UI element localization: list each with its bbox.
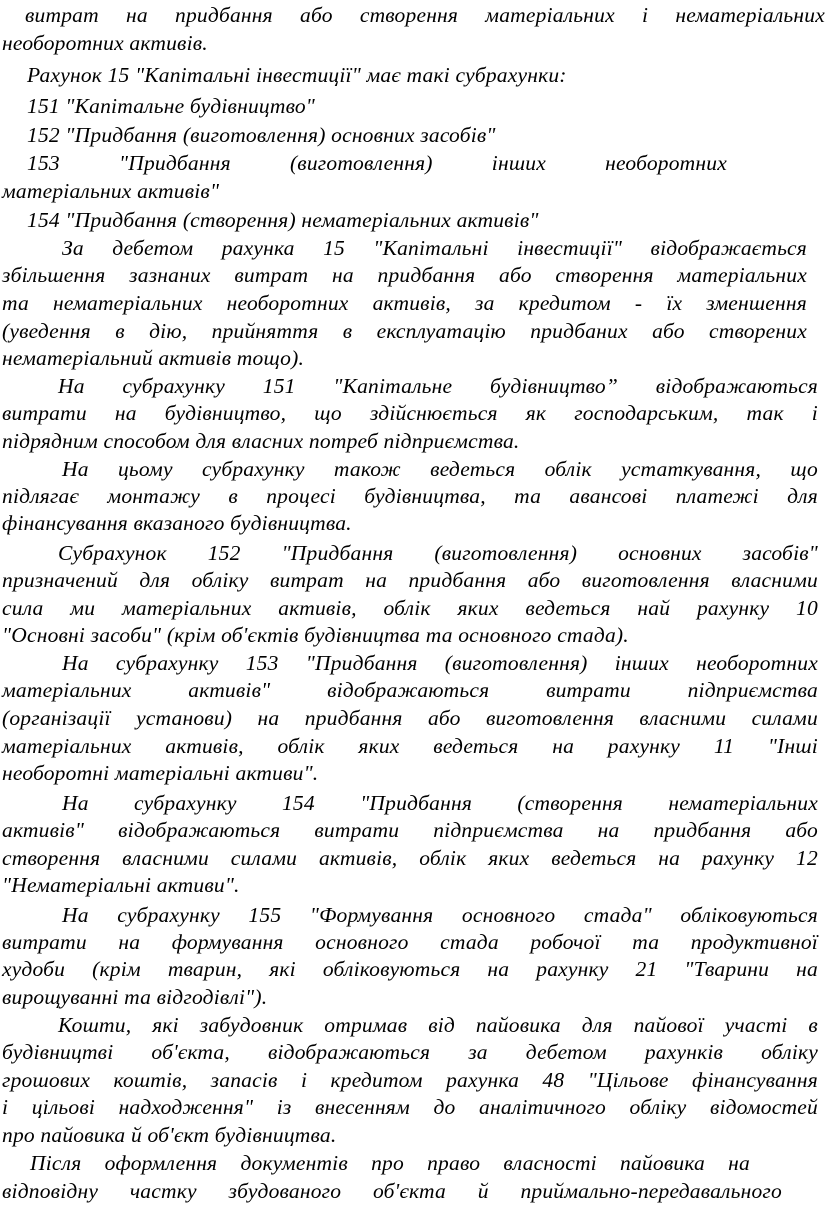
text-line: худоби (крім тварин, які обліковуються на рахунку 21 "Тварини на [2, 957, 818, 981]
text-line: відповідну частку збудованого об'єкта й приймально-передавального [2, 1179, 782, 1203]
text-line: 154 "Придбання (створення) нематеріальних активів" [27, 208, 539, 232]
text-line: 153 "Придбання (виготовлення) інших необоротних [27, 151, 727, 175]
text-line: матеріальних активів" [2, 179, 220, 203]
text-line: і цільові надходження" із внесенням до аналітичного обліку відомостей [2, 1095, 818, 1119]
text-line: На субрахунку 155 "Формування основного стада" обліковуються [62, 903, 818, 927]
text-line: необоротні матеріальні активи". [2, 761, 319, 785]
text-line: На субрахунку 153 "Придбання (виготовлення) інших необоротних [62, 651, 818, 675]
text-line: грошових коштів, запасів і кредитом рахунка 48 "Цільове фінансування [2, 1068, 818, 1092]
text-line: збільшення зазнаних витрат на придбання або створення матеріальних [2, 263, 807, 287]
text-line: нематеріальний активів тощо). [2, 346, 305, 370]
text-line: Рахунок 15 "Капітальні інвестиції" має такі субрахунки: [27, 63, 567, 87]
text-line: підрядним способом для власних потреб підприємства. [2, 429, 520, 453]
text-line: сила ми матеріальних активів, облік яких ведеться най рахунку 10 [2, 596, 818, 620]
text-line: витрати на формування основного стада робочої та продуктивної [2, 930, 818, 954]
text-line: фінансування вказаного будівництва. [2, 511, 352, 535]
text-line: створення власними силами активів, облік яких ведеться на рахунку 12 [2, 846, 818, 870]
text-line: "Нематеріальні активи". [2, 873, 240, 897]
text-line: матеріальних активів" відображаються витрати підприємства [2, 678, 818, 702]
text-line: 152 "Придбання (виготовлення) основних засобів" [27, 123, 496, 147]
text-line: та нематеріальних необоротних активів, за кредитом - їх зменшення [2, 291, 807, 315]
text-line: (організації установи) на придбання або виготовлення власними силами [2, 706, 818, 730]
text-line: За дебетом рахунка 15 "Капітальні інвестиції" відображається [62, 236, 807, 260]
text-line: вирощуванні та відгодівлі"). [2, 985, 268, 1009]
text-line: необоротних активів. [2, 31, 208, 55]
text-line: призначений для обліку витрат на придбання або виготовлення власними [2, 568, 818, 592]
text-line: "Основні засоби" (крім об'єктів будівництва та основного стада). [2, 623, 629, 647]
text-line: будівництві об'єкта, відображаються за дебетом рахунків обліку [2, 1040, 818, 1064]
text-line: (уведення в дію, прийняття в експлуатацію придбаних або створених [2, 319, 807, 343]
text-line: Кошти, які забудовник отримав від пайовика для пайової участі в [58, 1013, 818, 1037]
text-line: активів" відображаються витрати підприємства на придбання або [2, 818, 818, 842]
text-line: Субрахунок 152 "Придбання (виготовлення) основних засобів" [58, 541, 818, 565]
text-line: підлягає монтажу в процесі будівництва, та авансові платежі для [2, 484, 818, 508]
text-line: про пайовика й об'єкт будівництва. [2, 1123, 337, 1147]
text-line: На субрахунку 154 "Придбання (створення нематеріальних [62, 791, 818, 815]
text-line: матеріальних активів, облік яких ведеться на рахунку 11 "Інші [2, 734, 818, 758]
text-line: 151 "Капітальне будівництво" [27, 94, 315, 118]
text-line: На субрахунку 151 "Капітальне будівництво” відображаються [58, 374, 818, 398]
text-line: витрати на будівництво, що здійснюється як господарським, так і [2, 401, 818, 425]
text-line: Після оформлення документів про право власності пайовика на [30, 1151, 750, 1175]
text-line: На цьому субрахунку також ведеться облік устаткування, що [62, 457, 818, 481]
text-line: витрат на придбання або створення матеріальних і нематеріальних [25, 3, 825, 27]
